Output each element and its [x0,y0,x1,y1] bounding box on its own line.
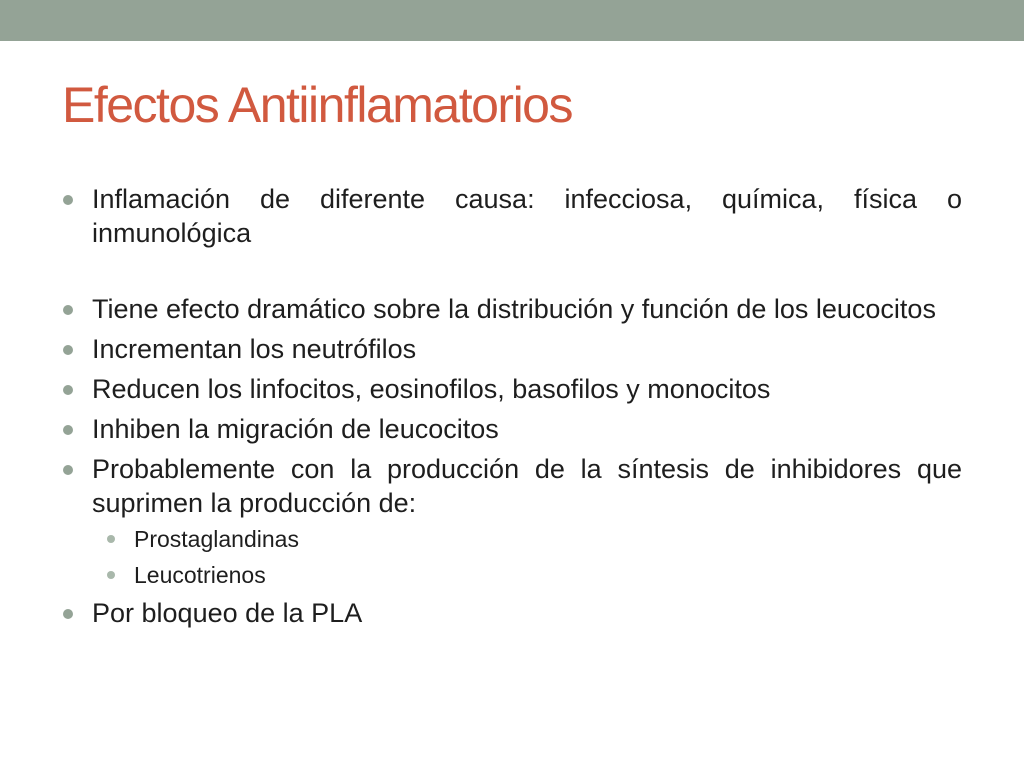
list-item-text: Tiene efecto dramático sobre la distribución y función de los leucocitos [92,294,936,324]
list-item [62,332,962,366]
list-item-text: Reducen los linfocitos, eosinofilos, basofilos y monocitos [92,374,771,404]
list-item [62,372,962,406]
sub-bullet-dot-icon [107,535,115,543]
list-item-text: Inhiben la migración de leucocitos [92,414,499,444]
sub-list-item [62,524,962,554]
list-item-text: Por bloqueo de la PLA [92,598,363,628]
slide-title: Efectos Antiinflamatorios [62,77,572,133]
bullet-dot-icon [63,305,73,315]
sub-list-item-text: Leucotrienos [134,562,266,588]
bullet-list [62,182,962,636]
bullet-dot-icon [63,425,73,435]
sub-list-item [62,560,962,590]
bullet-dot-icon [63,385,73,395]
bullet-dot-icon [63,609,73,619]
list-item [62,292,962,326]
top-accent-bar [0,0,1024,41]
sub-bullet-dot-icon [107,571,115,579]
sub-list-item-text: Prostaglandinas [134,526,299,552]
bullet-dot-icon [63,345,73,355]
bullet-dot-icon [63,195,73,205]
list-item [62,452,962,520]
list-item-text: Inflamación de diferente causa: infecciosa, química, física o inmunológica [92,184,962,248]
list-item-text: Probablemente con la producción de la síntesis de inhibidores que suprimen la producción de: [92,454,962,518]
list-item-text: Incrementan los neutrófilos [92,334,417,364]
bullet-dot-icon [63,465,73,475]
list-item [62,412,962,446]
list-item [62,596,962,630]
list-item [62,182,962,250]
